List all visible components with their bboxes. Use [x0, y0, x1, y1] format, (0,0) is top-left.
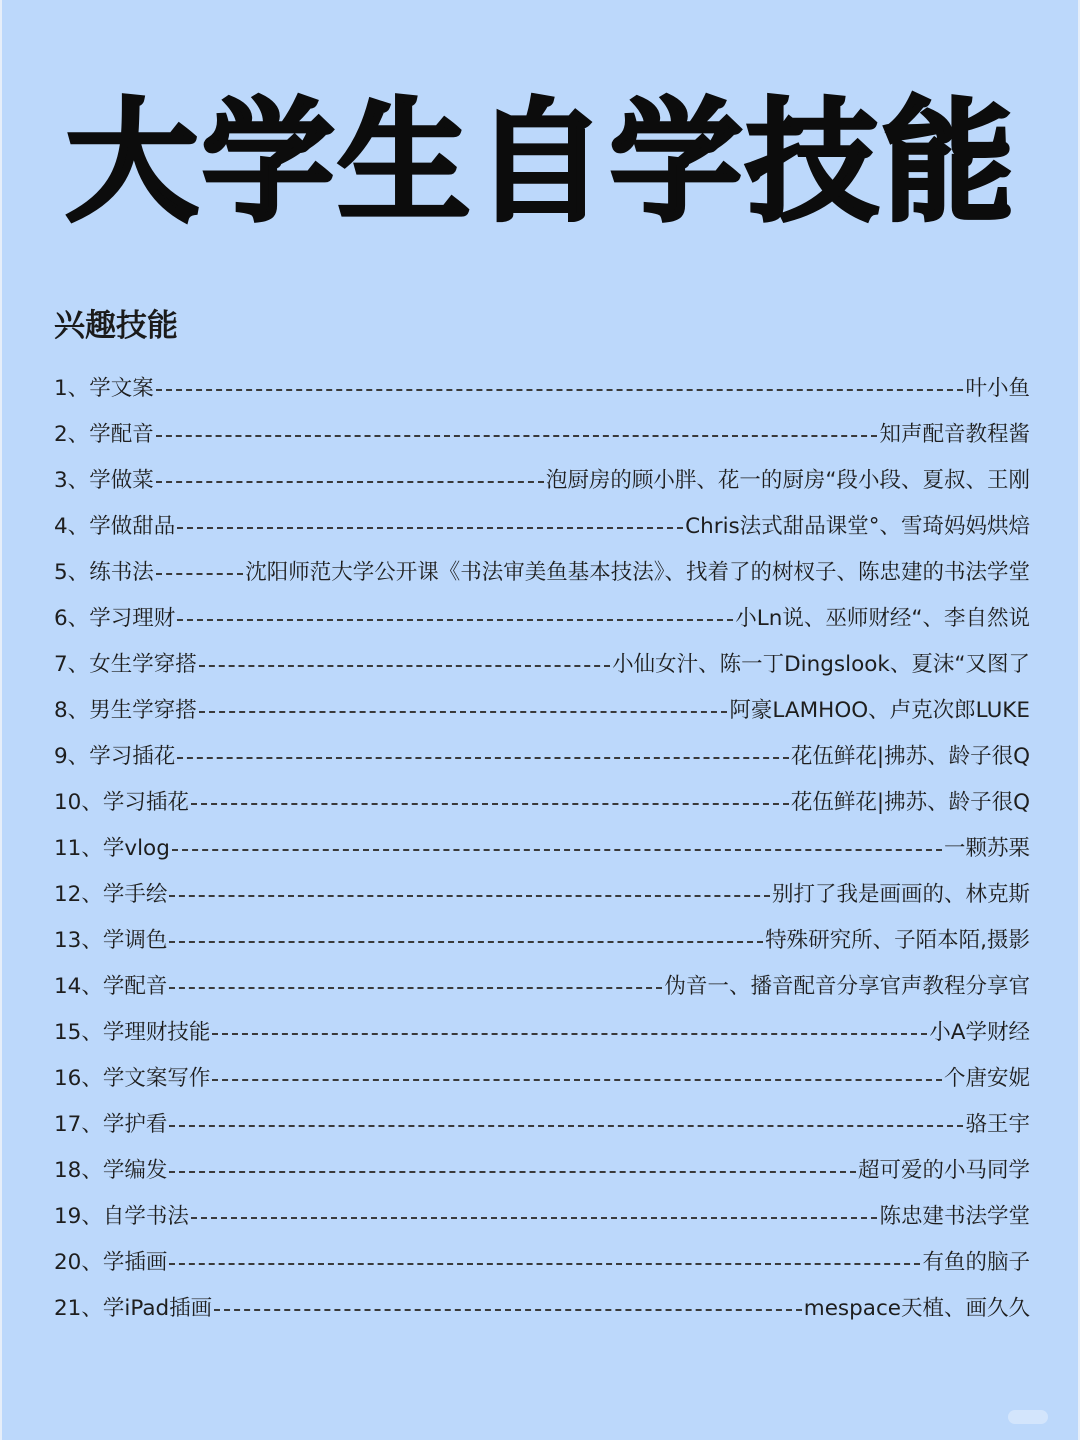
item-source: 特殊研究所、子陌本陌,摄影 [765, 928, 1030, 953]
item-number: 19、 [54, 1204, 103, 1229]
list-item [54, 366, 1030, 412]
item-number: 3、 [54, 468, 90, 493]
item-skill: 学做菜 [89, 468, 154, 493]
list-item [54, 1148, 1030, 1194]
list-item [54, 734, 1030, 780]
dashed-leader [169, 895, 770, 897]
list-item [54, 550, 1030, 596]
section-title: 兴趣技能 [54, 308, 178, 344]
dashed-leader [169, 1171, 856, 1173]
item-number: 16、 [54, 1066, 103, 1091]
dashed-leader [156, 389, 964, 391]
dashed-leader [156, 573, 244, 575]
dashed-leader [169, 1125, 963, 1127]
item-number: 7、 [54, 652, 90, 677]
item-skill: 学配音 [102, 974, 168, 999]
item-skill: 学习插花 [89, 744, 176, 769]
item-skill: 学护看 [102, 1112, 168, 1137]
list-item [54, 918, 1030, 964]
item-skill: 女生学穿搭 [89, 652, 197, 677]
item-source: 陈忠建书法学堂 [879, 1204, 1030, 1229]
page-title: 大学生自学技能 [66, 86, 1018, 240]
list-item [54, 1010, 1030, 1056]
item-skill: 学编发 [102, 1158, 168, 1183]
list-item [54, 1102, 1030, 1148]
dashed-leader [214, 1309, 802, 1311]
dashed-leader [169, 987, 662, 989]
item-skill: 学iPad插画 [102, 1296, 213, 1321]
item-source: 知声配音教程酱 [879, 422, 1030, 447]
item-skill: 学vlog [102, 836, 170, 861]
item-skill: 自学书法 [102, 1204, 189, 1229]
dashed-leader [156, 435, 878, 437]
item-skill: 男生学穿搭 [89, 698, 197, 723]
item-skill: 学理财技能 [102, 1020, 211, 1045]
item-number: 15、 [54, 1020, 103, 1045]
list-item [54, 872, 1030, 918]
item-skill: 学插画 [102, 1250, 168, 1275]
item-number: 4、 [54, 514, 90, 539]
item-skill: 练书法 [89, 560, 154, 585]
item-source: 小A学财经 [929, 1020, 1030, 1045]
item-source: 沈阳师范大学公开课《书法审美鱼基本技法》、找着了的树杈子、陈忠建的书法学堂 [245, 560, 1030, 585]
item-source: 超可爱的小马同学 [857, 1158, 1030, 1183]
item-skill: 学习理财 [89, 606, 176, 631]
watermark [1008, 1410, 1048, 1424]
item-source: Chris法式甜品课堂°、雪琦妈妈烘焙 [685, 514, 1030, 539]
item-number: 6、 [54, 606, 90, 631]
item-skill: 学做甜品 [89, 514, 176, 539]
item-source: 别打了我是画画的、林克斯 [771, 882, 1030, 907]
list-item [54, 504, 1030, 550]
item-source: 有鱼的脑子 [922, 1250, 1030, 1275]
item-skill: 学手绘 [102, 882, 168, 907]
item-number: 9、 [54, 744, 90, 769]
item-skill: 学调色 [102, 928, 168, 953]
item-source: 泡厨房的顾小胖、花一的厨房“段小段、夏叔、王刚 [545, 468, 1030, 493]
item-source: 小仙女汁、陈一丁Dingslook、夏沫“又图了 [612, 652, 1030, 677]
list-item [54, 826, 1030, 872]
item-source: 小Ln说、巫师财经“、李自然说 [735, 606, 1030, 631]
dashed-leader [191, 1217, 878, 1219]
item-source: 花伍鲜花|拂苏、龄子很Q [790, 744, 1030, 769]
dashed-leader [212, 1033, 927, 1035]
item-number: 2、 [54, 422, 90, 447]
list-item [54, 458, 1030, 504]
item-number: 1、 [54, 376, 90, 401]
list-item [54, 1240, 1030, 1286]
item-source: 个唐安妮 [943, 1066, 1030, 1091]
dashed-leader [177, 619, 733, 621]
item-skill: 学文案 [89, 376, 154, 401]
dashed-leader [212, 1079, 942, 1081]
list-item [54, 1286, 1030, 1332]
list-item [54, 1056, 1030, 1102]
list-item [54, 964, 1030, 1010]
item-skill: 学配音 [89, 422, 154, 447]
item-number: 11、 [54, 836, 103, 861]
list-item [54, 642, 1030, 688]
dashed-leader [199, 665, 610, 667]
dashed-leader [177, 757, 789, 759]
list-item [54, 688, 1030, 734]
item-source: 花伍鲜花|拂苏、龄子很Q [790, 790, 1030, 815]
item-number: 18、 [54, 1158, 103, 1183]
item-source: 叶小鱼 [965, 376, 1030, 401]
item-number: 8、 [54, 698, 90, 723]
item-source: 伪音一、播音配音分享官声教程分享官 [664, 974, 1030, 999]
item-number: 12、 [54, 882, 103, 907]
item-number: 14、 [54, 974, 103, 999]
dashed-leader [177, 527, 683, 529]
item-source: 骆王宇 [965, 1112, 1030, 1137]
dashed-leader [156, 481, 544, 483]
dashed-leader [199, 711, 728, 713]
dashed-leader [172, 849, 942, 851]
dashed-leader [169, 941, 763, 943]
item-number: 5、 [54, 560, 90, 585]
list-item [54, 412, 1030, 458]
skill-list [54, 366, 1030, 1332]
item-number: 17、 [54, 1112, 103, 1137]
item-number: 21、 [54, 1296, 103, 1321]
item-number: 10、 [54, 790, 103, 815]
dashed-leader [169, 1263, 920, 1265]
list-item [54, 780, 1030, 826]
item-source: mespace天植、画久久 [803, 1296, 1030, 1321]
item-skill: 学习插花 [102, 790, 189, 815]
list-item [54, 596, 1030, 642]
item-skill: 学文案写作 [102, 1066, 211, 1091]
dashed-leader [191, 803, 789, 805]
item-number: 20、 [54, 1250, 103, 1275]
list-item [54, 1194, 1030, 1240]
item-source: 一颗苏栗 [943, 836, 1030, 861]
item-source: 阿豪LAMHOO、卢克次郎LUKE [729, 698, 1030, 723]
item-number: 13、 [54, 928, 103, 953]
